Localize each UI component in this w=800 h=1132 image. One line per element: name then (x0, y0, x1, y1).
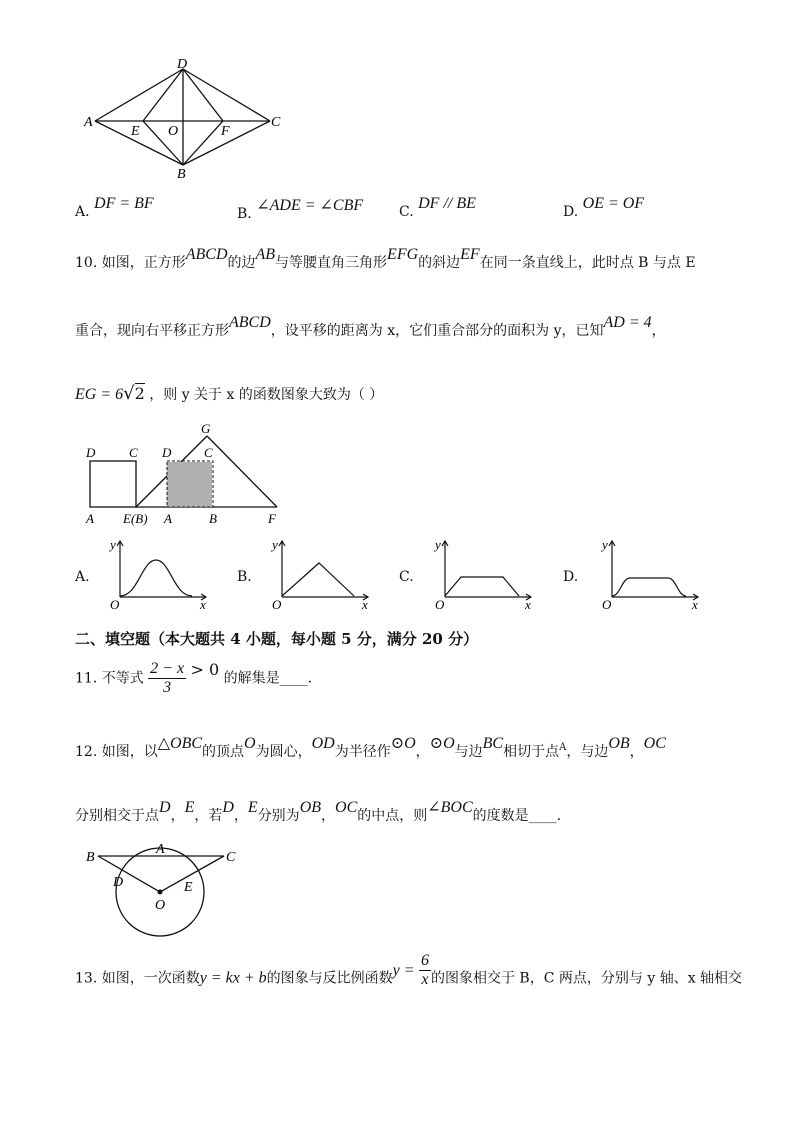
q10-option-b-graph[interactable] (262, 535, 377, 612)
q10-line-1 (75, 246, 696, 272)
q9-option-b[interactable] (237, 197, 364, 223)
q12-number: 12. (75, 744, 98, 760)
q12-math: D (159, 799, 171, 816)
q12-circle-figure (80, 840, 250, 960)
q11-line (75, 660, 312, 697)
q13-text: 的图象与反比例函数 (266, 970, 393, 987)
q9-option-a-letter: A. (75, 204, 90, 220)
q10-text: 的边 (227, 255, 256, 271)
q9-option-d[interactable] (563, 195, 645, 221)
q12-text: ， (233, 808, 248, 824)
q13-text: 的图象相交于 B，C 两点，分别与 y 轴、x 轴相交 (430, 970, 743, 987)
q12-line-1 (75, 735, 666, 761)
axis-y-label: y (602, 537, 608, 552)
q12-math: OB (299, 799, 322, 816)
q10-text: 与等腰直角三角形 (275, 255, 388, 271)
q9-option-d-letter: D. (563, 204, 579, 220)
q10-label-C2: C (204, 445, 213, 460)
axis-x-label: x (692, 597, 698, 612)
q12-label-B: B (86, 850, 95, 865)
q10-figure (80, 420, 290, 530)
q12-math: D (222, 799, 234, 816)
q12-text: ，与边 (566, 744, 609, 760)
q12-math-triangle-obc: △OBC (157, 735, 203, 752)
q12-text: 如图，以 (101, 744, 158, 760)
q11-text: 的解集是____. (223, 670, 313, 687)
q13-text: 如图，一次函数 (101, 970, 200, 987)
q12-text: 为半径作 (334, 744, 391, 760)
q12-text: ， (629, 744, 644, 760)
q12-label-O: O (155, 898, 166, 913)
q9-label-D: D (177, 58, 188, 72)
q12-text: 为圆心， (255, 744, 312, 760)
q9-option-c-expr: DF // BE (418, 195, 476, 212)
q10-math-sqrt-arg: 2 (134, 384, 145, 403)
q10-text: ，设平移的距离为 x，它们重合部分的面积为 y，已知 (270, 323, 604, 339)
q9-rhombus-figure (80, 58, 290, 183)
q9-option-b-letter: B. (237, 206, 252, 222)
q12-math: OB (608, 735, 630, 752)
q12-text: ， (321, 808, 336, 824)
q10-math-ab: AB (255, 246, 276, 263)
q10-label-EB: E(B) (123, 511, 148, 526)
q10-overlap-region (167, 462, 212, 507)
q11-fraction-numerator: 2 − x (150, 660, 185, 677)
q13-fraction-numerator: 6 (420, 952, 429, 969)
q12-math: ⊙O (429, 735, 455, 752)
q11-text: 不等式 (101, 670, 144, 687)
origin-label: O (110, 597, 120, 612)
q13-math-y: y = (392, 961, 415, 979)
q10-label-D1: D (86, 445, 96, 460)
q10-number: 10. (75, 255, 98, 271)
q10-label-G: G (201, 421, 211, 436)
q13-math-linear: y = kx + b (199, 969, 267, 987)
q12-text: 相切于点 (503, 744, 560, 760)
origin-label: O (435, 597, 445, 612)
q12-math: E (184, 799, 195, 816)
origin-label: O (602, 597, 612, 612)
q9-label-F: F (221, 124, 230, 139)
q9-option-d-expr: OE = OF (582, 195, 645, 212)
q10-math-abcd-2: ABCD (229, 314, 271, 331)
q10-option-a-graph[interactable] (100, 535, 215, 612)
q12-math: E (247, 799, 258, 816)
section-2-title: 二、填空题（本大题共 4 小题，每小题 5 分，满分 20 分） (75, 630, 479, 648)
q10-option-c-letter[interactable]: C. (399, 569, 414, 585)
q10-math-eg: EG = 6 (75, 386, 124, 403)
q12-math: O (244, 735, 256, 752)
q12-math: ⊙O (390, 735, 416, 752)
q9-option-c-letter: C. (399, 204, 414, 220)
q10-line-2 (75, 314, 666, 340)
q10-label-B: B (209, 511, 217, 526)
q9-option-c[interactable] (399, 195, 476, 221)
q12-text: ，若 (194, 808, 223, 824)
q10-option-b-letter[interactable]: B. (237, 569, 252, 585)
q12-math: OD (311, 735, 335, 752)
q9-label-A: A (84, 115, 93, 130)
q12-label-C: C (226, 850, 236, 865)
q9-label-E: E (131, 124, 140, 139)
q10-option-a-letter[interactable]: A. (75, 569, 90, 585)
q12-line-2 (75, 799, 562, 825)
axis-x-label: x (525, 597, 531, 612)
q9-option-b-expr: ∠ADE = ∠CBF (256, 197, 364, 214)
q12-math: A (559, 742, 567, 753)
q10-math-ad: AD = 4 (603, 314, 652, 331)
center-dot (158, 890, 163, 895)
q10-option-c-graph[interactable] (425, 535, 540, 612)
q12-text: 的顶点 (202, 744, 245, 760)
q10-text: 在同一条直线上，此时点 B 与点 E (479, 255, 696, 271)
q10-text: 重合，现向右平移正方形 (75, 323, 229, 339)
axis-y-label: y (435, 537, 441, 552)
q10-option-d-graph[interactable] (592, 535, 707, 612)
q12-text: ， (170, 808, 185, 824)
q10-text: 如图，正方形 (101, 255, 186, 271)
q10-math-efg: EFG (387, 246, 419, 263)
q11-number: 11. (75, 670, 98, 687)
q11-inequality: > 0 (190, 659, 220, 679)
q9-label-C: C (271, 115, 281, 130)
q10-text: 的斜边 (418, 255, 461, 271)
q10-text: ， (651, 323, 666, 339)
sqrt-icon: √ (123, 383, 135, 404)
axis-y-label: y (272, 537, 278, 552)
q10-option-d-letter[interactable]: D. (563, 569, 579, 585)
q10-label-D2: D (162, 445, 172, 460)
q10-line-3 (75, 383, 383, 404)
q12-label-E: E (184, 880, 193, 895)
q12-math: BC (482, 735, 504, 752)
q12-text: 的中点，则 (357, 808, 428, 824)
q12-text: 的度数是____. (472, 808, 562, 824)
q12-label-A: A (156, 842, 165, 857)
q12-text: 分别相交于点 (75, 808, 159, 824)
q11-fraction (148, 660, 186, 697)
axis-y-label: y (110, 537, 116, 552)
q12-math: OC (643, 735, 666, 752)
q10-label-F: F (268, 511, 276, 526)
q9-option-a-expr: DF = BF (94, 195, 154, 212)
q10-math-abcd: ABCD (185, 246, 228, 263)
q10-label-C1: C (129, 445, 138, 460)
q12-text: 与边 (454, 744, 483, 760)
origin-label: O (272, 597, 282, 612)
q11-fraction-denominator: 3 (163, 679, 172, 696)
q12-label-D: D (113, 875, 124, 890)
q12-math: OC (335, 799, 358, 816)
q10-math-ef: EF (460, 246, 480, 263)
axis-x-label: x (200, 597, 206, 612)
q13-fraction (419, 952, 431, 989)
q13-line (75, 952, 743, 997)
q12-text: ， (415, 744, 430, 760)
q10-text: ，则 y 关于 x 的函数图象大致为（ ） (149, 387, 384, 403)
q12-math: ∠BOC (427, 799, 473, 816)
q9-option-a[interactable] (75, 195, 154, 221)
q9-label-B: B (177, 167, 186, 182)
q10-label-A2: A (164, 511, 172, 526)
axis-x-label: x (362, 597, 368, 612)
q13-number: 13. (75, 970, 98, 987)
q9-label-O: O (168, 124, 179, 139)
q12-text: 分别为 (257, 808, 300, 824)
q13-fraction-denominator: x (421, 971, 429, 988)
q10-label-A1: A (86, 511, 94, 526)
